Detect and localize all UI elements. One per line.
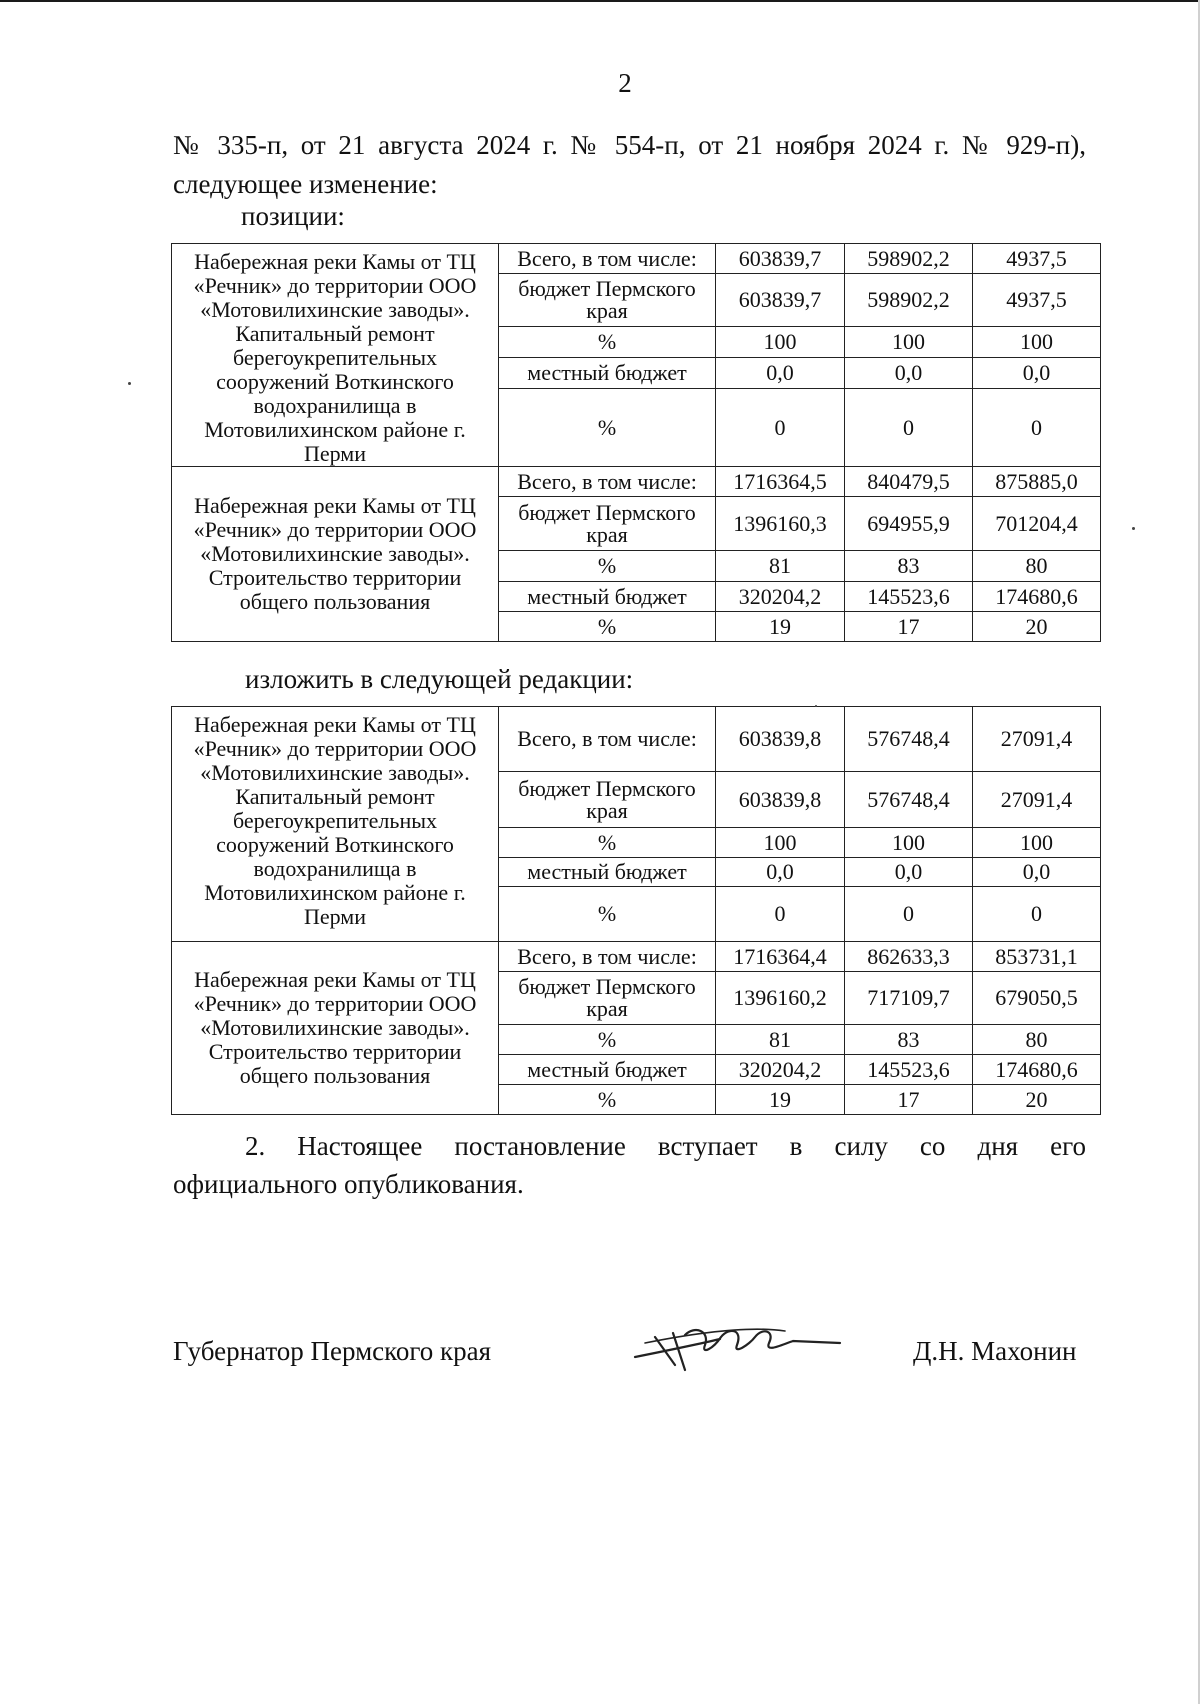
value-cell: 20 xyxy=(973,612,1101,642)
row-label: % xyxy=(499,327,716,358)
table-row xyxy=(172,707,1101,772)
value-cell: 145523,6 xyxy=(845,582,973,612)
value-cell: 83 xyxy=(845,1025,973,1055)
row-label: местный бюджет xyxy=(499,858,716,887)
value-cell: 679050,5 xyxy=(973,972,1101,1025)
value-cell: 80 xyxy=(973,551,1101,582)
row-label: местный бюджет xyxy=(499,582,716,612)
value-cell: 174680,6 xyxy=(973,1055,1101,1085)
value-cell: 0,0 xyxy=(973,358,1101,389)
row-label: % xyxy=(499,1025,716,1055)
value-cell: 83 xyxy=(845,551,973,582)
governor-signature xyxy=(625,1315,845,1375)
table-row xyxy=(172,942,1101,972)
value-cell: 0 xyxy=(845,887,973,942)
intro-line-1: № 335-п, от 21 августа 2024 г. № 554-п, от 21 ноября 2024 г. № 929-п), xyxy=(173,130,1086,160)
row-label: % xyxy=(499,389,716,467)
row-label: бюджет Пермского края xyxy=(499,274,716,327)
value-cell: 717109,7 xyxy=(845,972,973,1025)
value-cell: 598902,2 xyxy=(845,274,973,327)
value-cell: 80 xyxy=(973,1025,1101,1055)
row-label: % xyxy=(499,828,716,858)
value-cell: 0,0 xyxy=(845,858,973,887)
value-cell: 19 xyxy=(716,612,845,642)
row-label: бюджет Пермского края xyxy=(499,972,716,1025)
value-cell: 576748,4 xyxy=(845,707,973,772)
value-cell: 0,0 xyxy=(973,858,1101,887)
row-label: % xyxy=(499,887,716,942)
value-cell: 4937,5 xyxy=(973,274,1101,327)
row-label: Всего, в том числе: xyxy=(499,942,716,972)
value-cell: 174680,6 xyxy=(973,582,1101,612)
value-cell: 603839,7 xyxy=(716,244,845,274)
value-cell: 27091,4 xyxy=(973,707,1101,772)
value-cell: 603839,7 xyxy=(716,274,845,327)
scan-speck xyxy=(815,705,817,707)
value-cell: 20 xyxy=(973,1085,1101,1115)
new-positions-table xyxy=(171,706,1101,1115)
value-cell: 1396160,3 xyxy=(716,497,845,551)
value-cell: 875885,0 xyxy=(973,467,1101,497)
table-row xyxy=(172,244,1101,274)
object-name-cell: Набережная реки Камы от ТЦ «Речник» до территории ООО «Мотовилихинские заводы». Капитальный ремонт берегоукрепительных сооружений Воткинского водохранилища в Мотовилихинском районе г. Перми xyxy=(172,707,499,942)
object-name-cell: Набережная реки Камы от ТЦ «Речник» до территории ООО «Мотовилихинские заводы». Строительство территории общего пользования xyxy=(172,467,499,642)
final-clause-line-2: официального опубликования. xyxy=(173,1169,524,1199)
row-label: бюджет Пермского края xyxy=(499,772,716,828)
row-label: Всего, в том числе: xyxy=(499,707,716,772)
governor-title: Губернатор Пермского края xyxy=(173,1336,492,1366)
object-name-cell: Набережная реки Камы от ТЦ «Речник» до территории ООО «Мотовилихинские заводы». Строительство территории общего пользования xyxy=(172,942,499,1115)
value-cell: 853731,1 xyxy=(973,942,1101,972)
value-cell: 1716364,5 xyxy=(716,467,845,497)
value-cell: 0 xyxy=(973,887,1101,942)
scan-speck xyxy=(128,382,131,385)
value-cell: 694955,9 xyxy=(845,497,973,551)
old-positions-table xyxy=(171,243,1101,642)
value-cell: 145523,6 xyxy=(845,1055,973,1085)
value-cell: 0 xyxy=(845,389,973,467)
value-cell: 0,0 xyxy=(716,358,845,389)
row-label: % xyxy=(499,612,716,642)
value-cell: 320204,2 xyxy=(716,1055,845,1085)
value-cell: 701204,4 xyxy=(973,497,1101,551)
row-label: Всего, в том числе: xyxy=(499,467,716,497)
page-number: 2 xyxy=(618,68,632,98)
value-cell: 100 xyxy=(716,327,845,358)
intro-line-2: следующее изменение: xyxy=(173,169,438,199)
positions-label: позиции: xyxy=(241,201,345,231)
row-label: бюджет Пермского края xyxy=(499,497,716,551)
value-cell: 1716364,4 xyxy=(716,942,845,972)
value-cell: 100 xyxy=(845,327,973,358)
table-row xyxy=(172,467,1101,497)
value-cell: 603839,8 xyxy=(716,707,845,772)
value-cell: 19 xyxy=(716,1085,845,1115)
value-cell: 598902,2 xyxy=(845,244,973,274)
value-cell: 0 xyxy=(973,389,1101,467)
value-cell: 27091,4 xyxy=(973,772,1101,828)
value-cell: 100 xyxy=(845,828,973,858)
value-cell: 100 xyxy=(716,828,845,858)
final-clause-line-1: 2. Настоящее постановление вступает в силу со дня его xyxy=(245,1131,1086,1161)
scan-speck xyxy=(1132,527,1135,530)
value-cell: 0 xyxy=(716,887,845,942)
value-cell: 17 xyxy=(845,612,973,642)
value-cell: 603839,8 xyxy=(716,772,845,828)
row-label: Всего, в том числе: xyxy=(499,244,716,274)
value-cell: 100 xyxy=(973,327,1101,358)
row-label: местный бюджет xyxy=(499,358,716,389)
value-cell: 320204,2 xyxy=(716,582,845,612)
value-cell: 840479,5 xyxy=(845,467,973,497)
new-edition-label: изложить в следующей редакции: xyxy=(245,664,634,694)
value-cell: 576748,4 xyxy=(845,772,973,828)
value-cell: 81 xyxy=(716,1025,845,1055)
value-cell: 4937,5 xyxy=(973,244,1101,274)
row-label: % xyxy=(499,551,716,582)
governor-name: Д.Н. Махонин xyxy=(913,1336,1077,1366)
page-top-edge xyxy=(0,0,1200,2)
row-label: % xyxy=(499,1085,716,1115)
value-cell: 0,0 xyxy=(845,358,973,389)
value-cell: 0 xyxy=(716,389,845,467)
value-cell: 862633,3 xyxy=(845,942,973,972)
row-label: местный бюджет xyxy=(499,1055,716,1085)
value-cell: 81 xyxy=(716,551,845,582)
value-cell: 100 xyxy=(973,828,1101,858)
value-cell: 17 xyxy=(845,1085,973,1115)
object-name-cell: Набережная реки Камы от ТЦ «Речник» до территории ООО «Мотовилихинские заводы». Капитальный ремонт берегоукрепительных сооружений Воткинского водохранилища в Мотовилихинском районе г. Перми xyxy=(172,244,499,467)
value-cell: 1396160,2 xyxy=(716,972,845,1025)
value-cell: 0,0 xyxy=(716,858,845,887)
